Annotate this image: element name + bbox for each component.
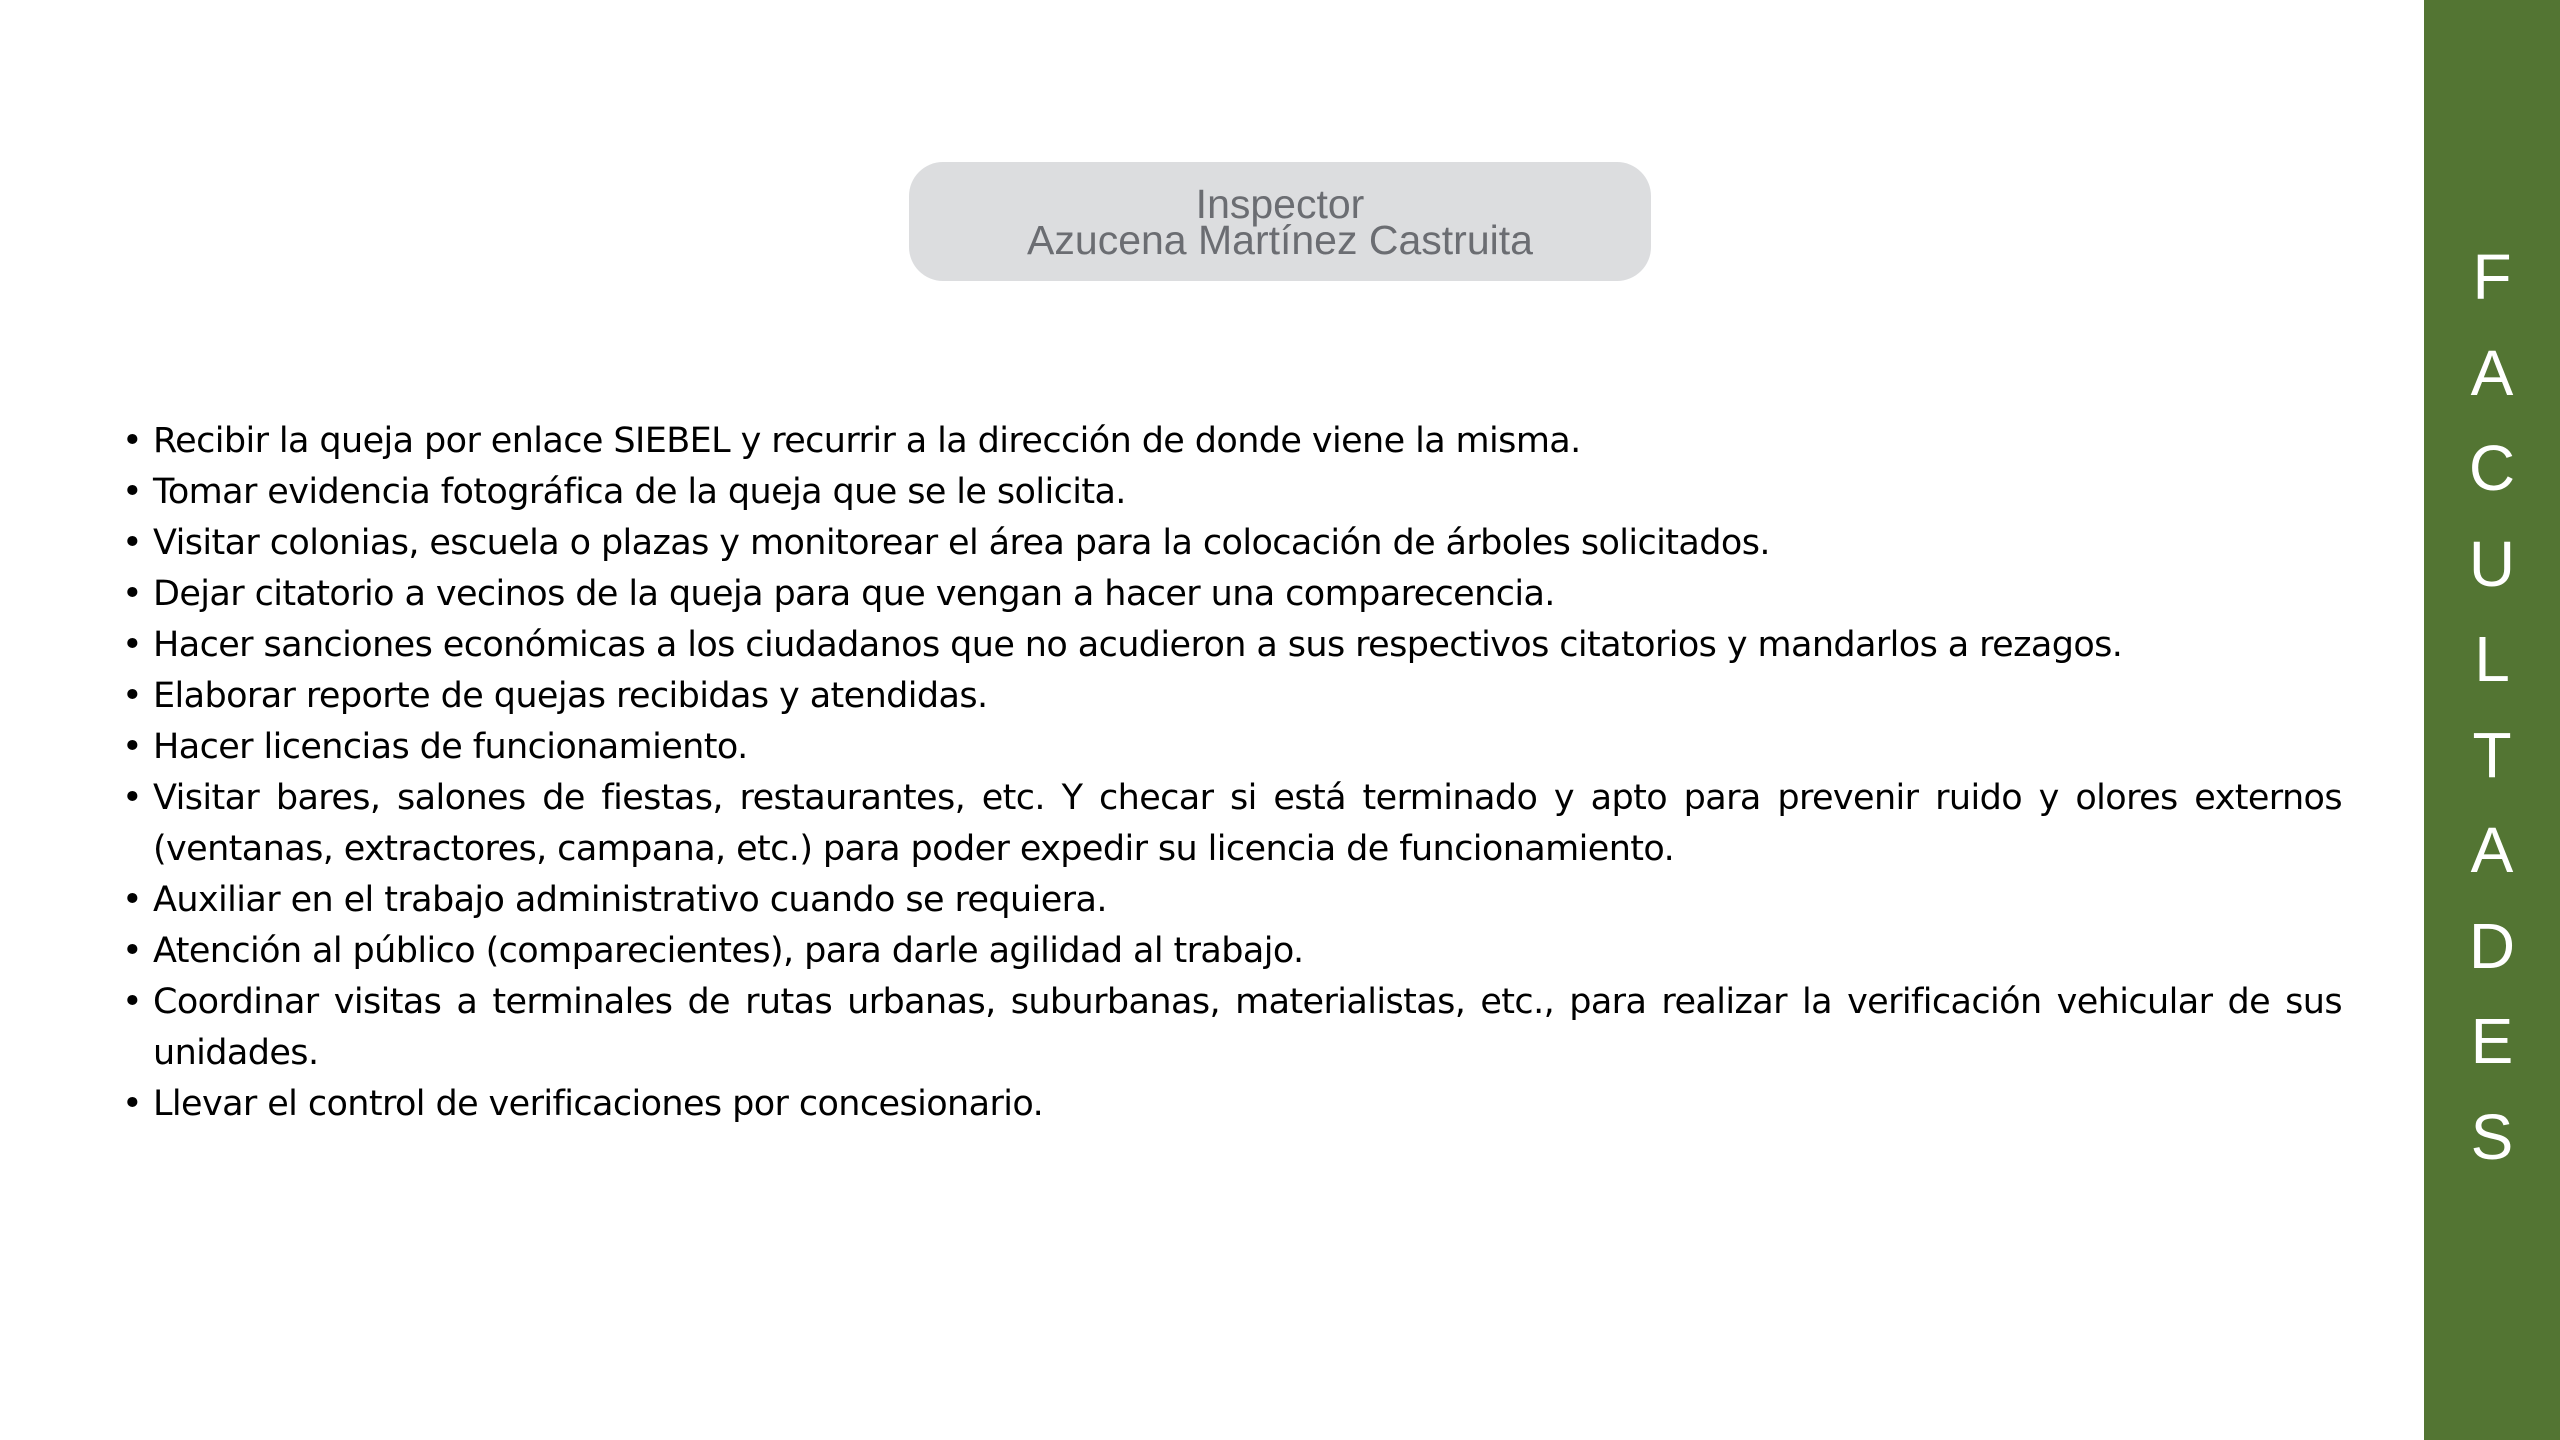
sidebar-letter: E: [2470, 1005, 2514, 1077]
duty-text: Recibir la queja por enlace SIEBEL y recurrir a la dirección de donde viene la misma.: [153, 421, 1581, 461]
duty-item: [122, 518, 2342, 569]
duty-item: [122, 1079, 2342, 1130]
bullet-icon: •: [122, 727, 143, 767]
duty-item: [122, 977, 2342, 1079]
duty-text: Tomar evidencia fotográfica de la queja que se le solicita.: [153, 472, 1126, 512]
duty-text: Visitar colonias, escuela o plazas y monitorear el área para la colocación de árboles solicitados.: [153, 523, 1770, 563]
duty-text: Elaborar reporte de quejas recibidas y atendidas.: [153, 676, 988, 716]
duty-text: Dejar citatorio a vecinos de la queja para que vengan a hacer una comparecencia.: [153, 574, 1555, 614]
duty-text: Auxiliar en el trabajo administrativo cuando se requiera.: [153, 880, 1107, 920]
bullet-icon: •: [122, 931, 143, 971]
bullet-icon: •: [122, 421, 143, 461]
duty-item: [122, 416, 2342, 467]
sidebar-letter: C: [2468, 432, 2516, 504]
bullet-icon: •: [122, 982, 143, 1022]
sidebar-letter: F: [2472, 241, 2512, 313]
person-name: Azucena Martínez Castruita: [1027, 216, 1533, 263]
duty-item: [122, 620, 2342, 671]
title-box: [909, 162, 1651, 281]
duty-text: Atención al público (comparecientes), para darle agilidad al trabajo.: [153, 931, 1304, 971]
duty-item: [122, 467, 2342, 518]
duty-item: [122, 671, 2342, 722]
sidebar-letter: U: [2468, 527, 2516, 600]
duty-text: Visitar bares, salones de fiestas, restaurantes, etc. Y checar si está terminado y apto para prevenir ruido y olores externos (ventanas, extractores, campana, etc.) para poder expedir su licencia de funcionamiento.: [153, 778, 2342, 869]
role-title: Inspector: [1195, 180, 1365, 227]
duty-item: [122, 875, 2342, 926]
bullet-icon: •: [122, 472, 143, 512]
sidebar-letter: S: [2470, 1100, 2514, 1173]
duty-item: [122, 722, 2342, 773]
bullet-icon: •: [122, 778, 143, 818]
sidebar-vertical-title: [2424, 230, 2560, 1185]
bullet-icon: •: [122, 625, 143, 665]
bullet-icon: •: [122, 523, 143, 563]
duty-text: Llevar el control de verificaciones por concesionario.: [153, 1084, 1044, 1124]
duty-item: [122, 773, 2342, 875]
duty-text: Hacer licencias de funcionamiento.: [153, 727, 748, 767]
duty-text: Hacer sanciones económicas a los ciudadanos que no acudieron a sus respectivos citatorios y mandarlos a rezagos.: [153, 625, 2123, 665]
sidebar-banner: [2424, 0, 2560, 1440]
sidebar-letter: L: [2474, 623, 2510, 695]
sidebar-letter: T: [2472, 718, 2512, 791]
duty-text: Coordinar visitas a terminales de rutas urbanas, suburbanas, materialistas, etc., para realizar la verificación vehicular de sus unidades.: [153, 982, 2342, 1073]
sidebar-letter: A: [2470, 814, 2514, 886]
duties-list: [122, 416, 2342, 1130]
duty-item: [122, 926, 2342, 977]
bullet-icon: •: [122, 574, 143, 614]
sidebar-letter: A: [2470, 336, 2514, 409]
duty-item: [122, 569, 2342, 620]
bullet-icon: •: [122, 1084, 143, 1124]
bullet-icon: •: [122, 880, 143, 920]
sidebar-letter: D: [2468, 909, 2516, 982]
bullet-icon: •: [122, 676, 143, 716]
